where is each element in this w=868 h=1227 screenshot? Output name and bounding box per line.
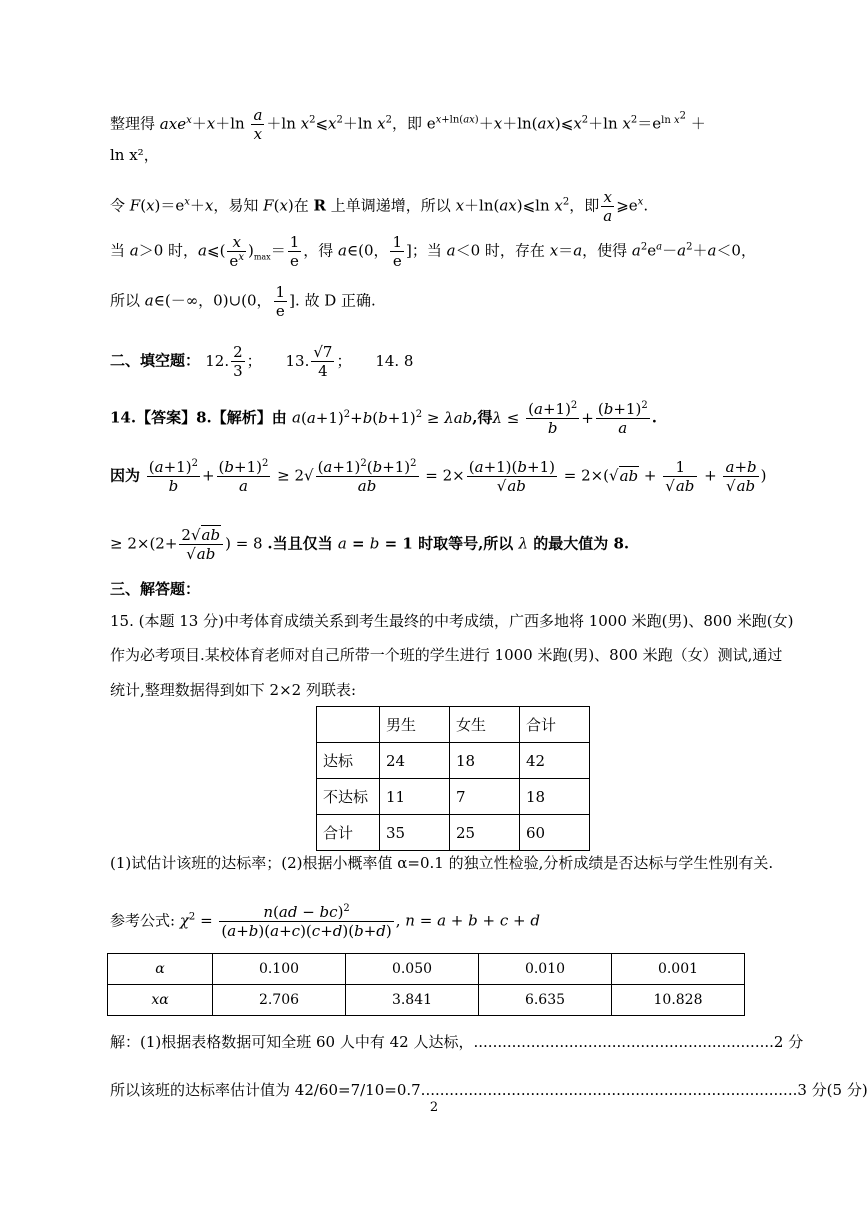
table-row xyxy=(317,743,590,779)
page-number: 2 xyxy=(429,1100,439,1115)
answer-12-label: 12. xyxy=(205,351,230,370)
answer-13-den: 4 xyxy=(311,361,334,380)
table-cell: 35 xyxy=(380,815,450,851)
solution-line-4: 当 a＞0 时，a⩽( $\frac{x}{e^x}$ )$_{max}=$ $\frac{1}{e}$ ，得 a∈(0， $\frac{1}{e}$ ]；当 a＜0 时，存在 x＝a，使得 $a^2e^a-a^2+a<0$， xyxy=(110,233,756,270)
table-cell: 18 xyxy=(520,779,590,815)
table-cell: α xyxy=(108,954,213,985)
table-cell: 18 xyxy=(450,743,520,779)
answer-14: 14. 8 xyxy=(375,351,414,370)
solution-step-2-text: 所以该班的达标率估计值为 42/60=7/10=0.7. xyxy=(110,1081,426,1099)
score-label: 2 分 xyxy=(773,1033,804,1051)
problem-15-line-1: 15. (本题 13 分)中考体育成绩关系到考生最终的中考成绩，广西多地将 1000 米跑(男)、800 米跑(女) xyxy=(110,612,794,630)
table-cell: 10.828 xyxy=(612,985,745,1016)
solution-line-5: 所以 a∈(－∞，0)∪(0， $\frac{1}{e}$ ]. 故 D 正确. xyxy=(110,283,376,320)
solution-step-1: 解：(1)根据表格数据可知全班 60 人中有 42 人达标，...............................................................2 分 xyxy=(110,1033,804,1051)
answer-13-label: 13. xyxy=(285,351,310,370)
fill-blank-line: 二、填空题： 12. $\frac{2}{3}$ ； 13. $\frac{√7}{4}$ ； 14. 8 xyxy=(110,343,414,380)
table-cell: xα xyxy=(108,985,213,1016)
table-cell: 6.635 xyxy=(479,985,612,1016)
solution-line-1: 整理得 axe$^x$＋x＋ln $\frac{a}{x}$ ＋ln $x^2⩽x^2+\ln$ $x^2$，即 $e^{x+ln(ax)}+x+\ln(ax)⩽x^2+\ln$ $x^2=e^{ln x^2}$ ＋ xyxy=(110,106,706,143)
table-row xyxy=(108,985,745,1016)
table-cell: 60 xyxy=(520,815,590,851)
table-cell: 0.050 xyxy=(346,954,479,985)
table-cell: 24 xyxy=(380,743,450,779)
problem-15-line-3: 统计,整理数据得到如下 2×2 列联表: xyxy=(110,681,357,699)
table-cell: 11 xyxy=(380,779,450,815)
table-cell: 0.001 xyxy=(612,954,745,985)
answer-13-num: √7 xyxy=(313,343,333,361)
because-label: 因为 xyxy=(110,466,141,485)
table-cell: 7 xyxy=(450,779,520,815)
problem-15-line-2: 作为必考项目.某校体育老师对自己所带一个班的学生进行 1000 米跑(男)、800 米跑（女）测试,通过 xyxy=(110,646,783,664)
table-cell: 25 xyxy=(450,815,520,851)
reference-formula: 参考公式: $\chi^2$ = $\frac{n(ad - bc)^2}{(a+b)(a+c)(c+d)(b+d)}$ , n = a + b + c + d xyxy=(110,903,540,940)
solution-line-2: ln x²， xyxy=(110,146,159,164)
solution-step-2: 所以该班的达标率估计值为 42/60=7/10=0.7...............................................................................3 分(5 分) xyxy=(110,1081,868,1099)
table-cell: 男生 xyxy=(380,707,450,743)
section-heading-answer: 三、解答题： xyxy=(110,580,201,598)
q14-answer-line: 14.【答案】8.【解析】由 $a(a+1)^2+b(b+1)^2 \ge \lambda ab$,得λ ≤ $\frac{(a+1)^2}{b}$ + $\frac{(b+1)^2}{a}$ . xyxy=(110,400,657,437)
question-line: (1)试估计该班的达标率；(2)根据小概率值 α=0.1 的独立性检验,分析成绩是否达标与学生性别有关. xyxy=(110,854,774,872)
contingency-table xyxy=(316,706,590,851)
table-cell: 2.706 xyxy=(213,985,346,1016)
q14-label: 14.【答案】8.【解析】由 xyxy=(110,408,287,427)
score-label: 3 分(5 分) xyxy=(797,1081,868,1099)
table-cell: 0.100 xyxy=(213,954,346,985)
table-row xyxy=(317,815,590,851)
section-heading-fill: 二、填空题： xyxy=(110,351,201,370)
critical-value-table xyxy=(107,953,745,1016)
table-cell: 不达标 xyxy=(317,779,380,815)
table-cell xyxy=(317,707,380,743)
table-cell: 合计 xyxy=(520,707,590,743)
solution-step-1-text: 解：(1)根据表格数据可知全班 60 人中有 42 人达标， xyxy=(110,1033,474,1051)
table-cell: 0.010 xyxy=(479,954,612,985)
table-cell: 合计 xyxy=(317,815,380,851)
line1-label: 整理得 xyxy=(110,114,156,133)
table-cell: 女生 xyxy=(450,707,520,743)
table-row xyxy=(317,707,590,743)
table-row xyxy=(317,779,590,815)
table-cell: 42 xyxy=(520,743,590,779)
answer-12-den: 3 xyxy=(233,362,243,380)
q14-conclusion-line: ≥ 2×(2+ $\frac{2√ab}{√ab}$ ) = 8 .当且仅当 a = b = 1 时取等号,所以 λ 的最大值为 8. xyxy=(110,526,630,563)
answer-12-num: 2 xyxy=(233,343,243,361)
table-cell: 3.841 xyxy=(346,985,479,1016)
table-cell: 达标 xyxy=(317,743,380,779)
solution-line-3: 令 $F(x)=e^x+x$，易知 F(x)在 R 上单调递增，所以 x＋ln(ax)⩽ln $x^2$，即 $\frac{x}{a}$ $⩾e^x$. xyxy=(110,188,649,225)
q14-inequality-line: 因为 $\frac{(a+1)^2}{b}$ + $\frac{(b+1)^2}{a}$ ≥ 2√ $\frac{(a+1)^2(b+1)^2}{ab}$ = 2× $\frac{(a+1)(b+1)}{√ab}$ = 2×(√ab + $\frac{1}{√ab}$ + $\frac{a+b}{√ab}$ ) xyxy=(110,458,767,495)
table-row xyxy=(108,954,745,985)
